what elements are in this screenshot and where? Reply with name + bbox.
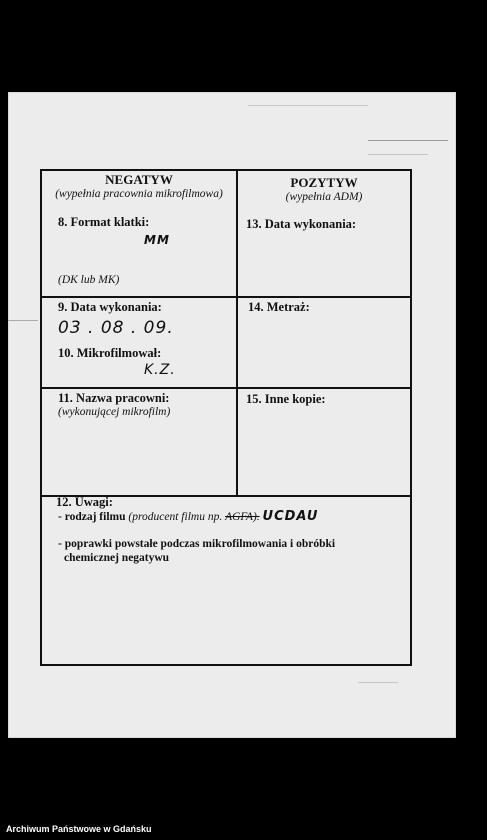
execution-date-value: 03 . 08 . 09.: [58, 318, 174, 338]
remarks-label: 12. Uwagi:: [56, 495, 113, 509]
film-type-prefix: - rodzaj filmu: [58, 511, 126, 523]
frame-format-hint: (DK lub MK): [58, 274, 120, 286]
microfilmed-by-value: K.Z.: [144, 362, 176, 378]
corrections-line-cont: [64, 552, 169, 564]
section-12-remarks: [42, 497, 410, 664]
microfilm-record-card: [40, 169, 412, 666]
corrections-text-cont: chemicznej negatywu: [64, 552, 170, 564]
corrections-line: [58, 538, 335, 550]
archive-footer: Archiwum Państwowe w Gdańsku: [6, 824, 152, 834]
frame-format-label: 8. Format klatki:: [58, 215, 150, 229]
frame-format-value: MM: [144, 233, 170, 247]
section-11: [42, 389, 238, 497]
negative-header: NEGATYW: [105, 172, 173, 187]
section-15: [238, 389, 410, 497]
film-type-hint: (producent filmu np.: [128, 511, 223, 523]
meterage-label: 14. Metraż:: [248, 300, 310, 314]
microfilmed-by-label: 10. Mikrofilmował:: [58, 346, 162, 360]
film-type-value: UCDAU: [262, 509, 319, 524]
film-type-struck: AGFA).: [225, 511, 260, 523]
positive-subheader: (wypełnia ADM): [285, 191, 363, 203]
negative-section: [42, 171, 238, 298]
other-copies-label: 15. Inne kopie:: [246, 392, 326, 406]
positive-section: [238, 171, 410, 298]
execution-date-label: 9. Data wykonania:: [58, 300, 162, 314]
positive-header: POZYTYW: [290, 175, 358, 190]
positive-date-label: 13. Data wykonania:: [246, 217, 357, 231]
lab-name-hint: (wykonującej mikrofilm): [58, 406, 171, 418]
negative-subheader: (wypełnia pracownia mikrofilmowa): [55, 188, 223, 200]
corrections-text: - poprawki powstałe podczas mikrofilmowania i obróbki: [58, 538, 336, 550]
section-14: [238, 298, 410, 389]
film-type-line: [58, 509, 318, 524]
section-9: [42, 298, 238, 389]
lab-name-label: 11. Nazwa pracowni:: [58, 391, 170, 405]
